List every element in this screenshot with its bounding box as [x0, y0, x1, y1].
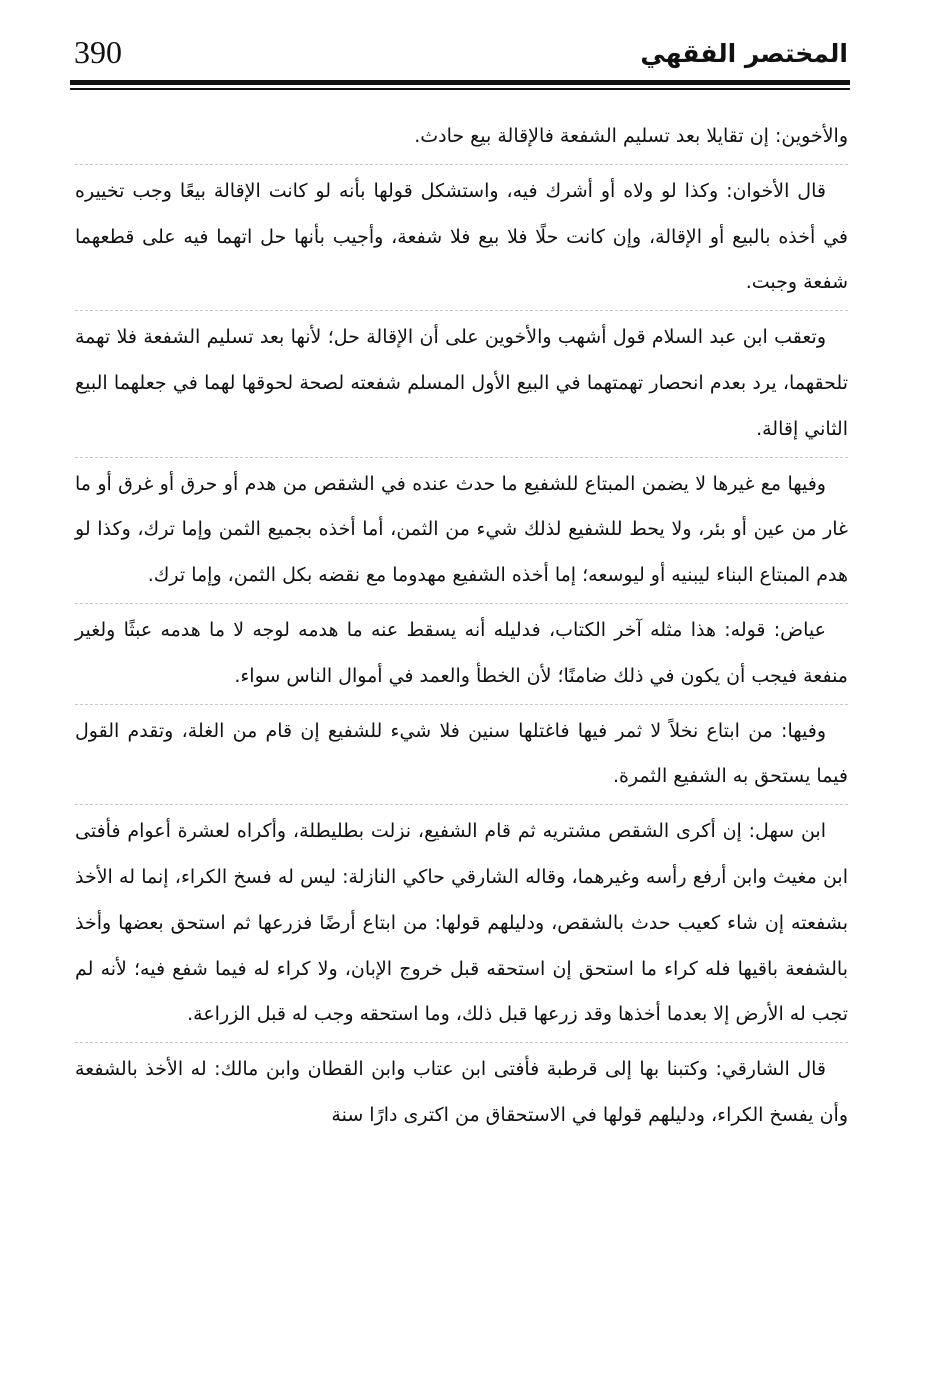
- page-header: [70, 28, 850, 78]
- paragraph: وفيها مع غيرها لا يضمن المبتاع للشفيع ما حدث عنده في الشقص من هدم أو حرق أو غرق أو ما غار من عين أو بئر، ولا يحط للشفيع لذلك شيء من الثمن، أما أخذه بجميع الثمن وإما ترك، وكذا لو هدم المبتاع البناء ليبنيه أو ليوسعه؛ إما أخذه الشفيع مهدوما مع نقضه بكل الثمن، وإما ترك.: [75, 472, 848, 587]
- paragraph: والأخوين: إن تقايلا بعد تسليم الشفعة فالإقالة بيع حادث.: [414, 125, 848, 147]
- paragraph: قال الشارقي: وكتبنا بها إلى قرطبة فأفتى ابن عتاب وابن القطان وابن مالك: له الأخذ بالشفعة وأن يفسخ الكراء، ودليلهم قولها في الاستحقاق من اكترى دارًا سنة: [75, 1058, 848, 1126]
- paragraph: ابن سهل: إن أكرى الشقص مشتريه ثم قام الشفيع، نزلت بطليطلة، وأكراه لعشرة أعوام فأفتى ابن مغيث وابن أرفع رأسه وغيرهما، وقاله الشارقي حاكي النازلة: ليس له فسخ الكراء، إنما له الأخذ بشفعته إن شاء كعيب حدث بالشقص، ودليلهم قولها: من ابتاع أرضًا فزرعها ثم استحق بعضها وأخذ بالشفعة باقيها فله كراء ما استحق إن استحقه قبل خروج الإبان، ولا كراء له فيما شفع فيه؛ لأنه لم تجب له الأرض إلا بعدما أخذها وقد زرعها قبل ذلك، وما استحقه وجب له قبل الزراعة.: [75, 820, 848, 1026]
- header-rule-thick: [70, 80, 850, 85]
- body-text: [75, 114, 848, 1139]
- paragraph-separator: [75, 804, 848, 805]
- paragraph: قال الأخوان: وكذا لو ولاه أو أشرك فيه، واستشكل قولها بأنه لو كانت الإقالة بيعًا وجب تخييره في أخذه بالبيع أو الإقالة، وإن كانت حلًا فلا بيع فلا شفعة، وأجيب بأنها حل اتهما فيه على قطعهما شفعة وجبت.: [75, 179, 848, 294]
- paragraph-separator: [75, 1042, 848, 1043]
- paragraph-separator: [75, 164, 848, 165]
- paragraph: عياض: قوله: هذا مثله آخر الكتاب، فدليله أنه يسقط عنه ما هدمه لوجه لا ما هدمه عبثًا ولغير منفعة فيجب أن يكون في ذلك ضامنًا؛ لأن الخطأ والعمد في أموال الناس سواء.: [75, 618, 848, 687]
- paragraph-separator: [75, 603, 848, 604]
- paragraph: وتعقب ابن عبد السلام قول أشهب والأخوين على أن الإقالة حل؛ لأنها بعد تسليم الشفعة فلا تهمة تلحقهما، يرد بعدم انحصار تهمتهما في البيع الأول المسلم شفعته لصحة لحوقها لهما في جعلهما البيع الثاني إقالة.: [75, 326, 848, 440]
- running-title: المختصر الفقهي: [640, 39, 848, 68]
- page-number: 390: [74, 34, 122, 70]
- paragraph-separator: [75, 457, 848, 458]
- paragraph-separator: [75, 310, 848, 311]
- paragraph-separator: [75, 704, 848, 705]
- paragraph: وفيها: من ابتاع نخلاً لا ثمر فيها فاغتلها سنين فلا شيء للشفيع إن قام من الغلة، وتقدم القول فيما يستحق به الشفيع الثمرة.: [75, 719, 848, 788]
- header-rule-thin: [70, 88, 850, 90]
